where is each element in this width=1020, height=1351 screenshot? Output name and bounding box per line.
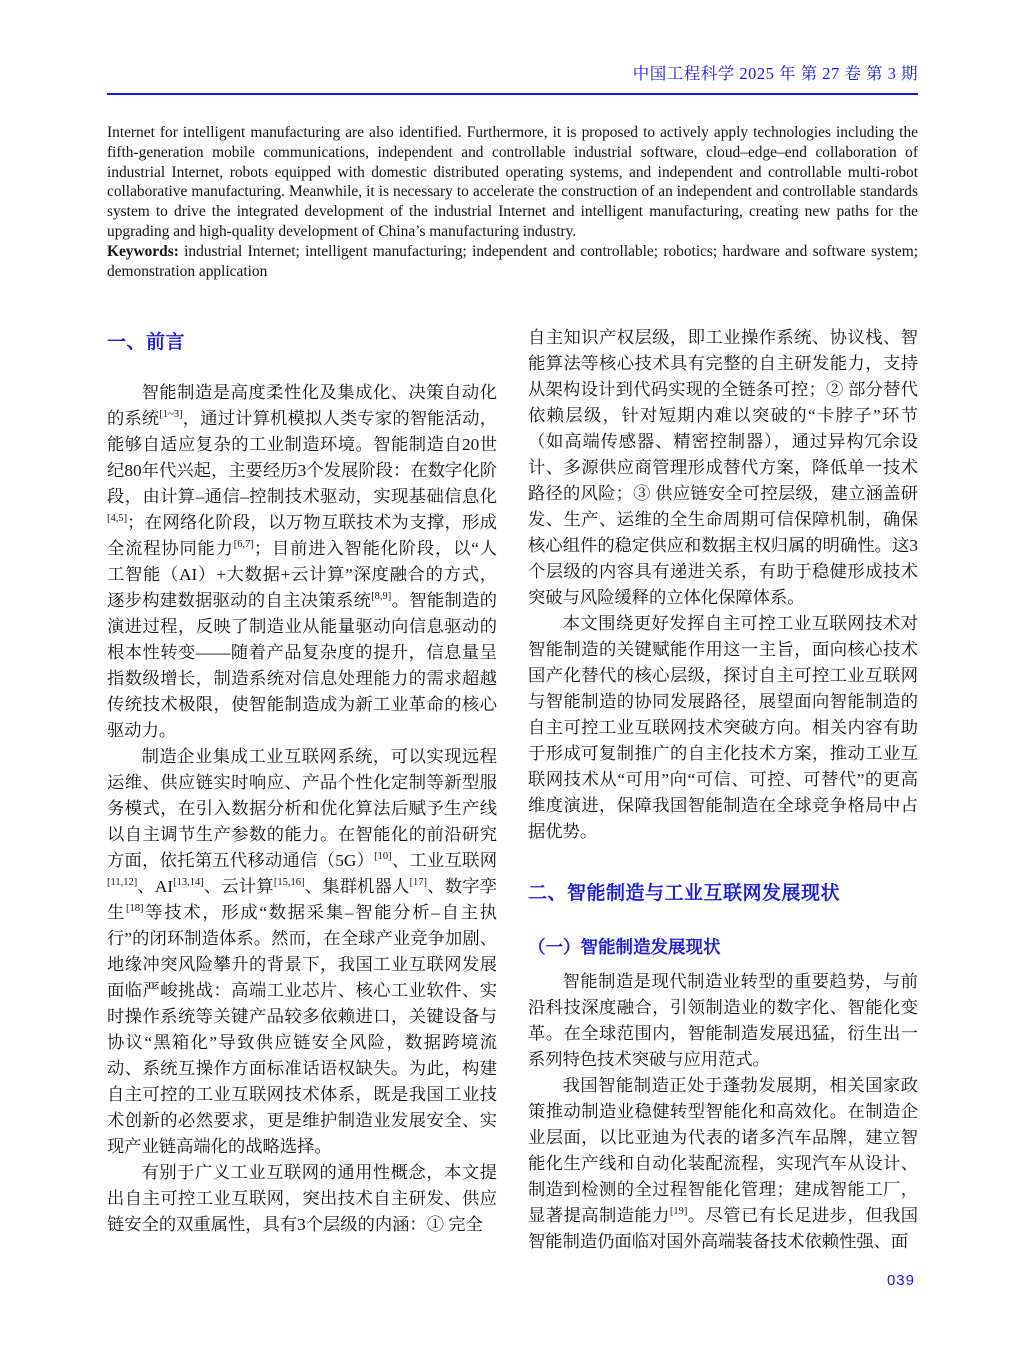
- section-1-right-paragraphs: [528, 325, 918, 845]
- paragraph-text: 本文围绕更好发挥自主可控工业互联网技术对智能制造的关键赋能作用这一主旨，面向核心技术国产化替代的核心层级，探讨自主可控工业互联网与智能制造的协同发展路径，展望面向智能制造的自主可控工业互联网技术突破方向。相关内容有助于形成可复制推广的自主化技术方案，推动工业互联网技术从“可用”向“可信、可控、可替代”的更高维度演进，保障我国智能制造在全球竞争格局中占据优势。: [528, 614, 918, 842]
- paragraph-text: 制造企业集成工业互联网系统，可以实现远程运维、供应链实时响应、产品个性化定制等新型服务模式，在引入数据分析和优化算法后赋予生产线以自主调节生产参数的能力。在智能化的前沿研究方面，依托第五代移动通信（5G）: [107, 747, 497, 871]
- right-column: [528, 325, 918, 1255]
- paragraph-text: ，通过计算机模拟人类专家的智能活动，能够自适应复杂的工业制造环境。智能制造自20世纪80年代兴起，主要经历3个发展阶段：在数字化阶段，由计算–通信–控制技术驱动，实现基础信息化: [107, 409, 497, 507]
- paragraph-text: 、云计算: [203, 877, 274, 897]
- body-paragraph: [528, 1073, 918, 1255]
- reference-superscript: [19]: [669, 1206, 688, 1218]
- keywords-text: industrial Internet; intelligent manufacturing; independent and controllable; robotics; hardware and software system; demonstration application: [107, 242, 918, 280]
- paragraph-text: 我国智能制造正处于蓬勃发展期，相关国家政策推动制造业稳健转型智能化和高效化。在制造企业层面，以比亚迪为代表的诸多汽车品牌，建立智能化生产线和自动化装配流程，实现汽车从设计、制造到检测的全过程智能化管理；建成智能工厂，显著提高制造能力: [528, 1076, 918, 1226]
- section-1-left-paragraphs: [107, 380, 497, 1238]
- body-paragraph: [107, 744, 497, 1160]
- paragraph-text: 。尽管已有长足进步，但我国智能制造仍面临对国外高端装备技术依赖性强、面: [528, 1206, 918, 1252]
- paragraph-text: 有别于广义工业互联网的通用性概念，本文提出自主可控工业互联网，突出技术自主研发、供应链安全的双重属性，具有3个层级的内涵：① 完全: [107, 1163, 497, 1235]
- left-column: [107, 325, 497, 1255]
- paragraph-text: 自主知识产权层级，即工业操作系统、协议栈、智能算法等核心技术具有完整的自主研发能力，支持从架构设计到代码实现的全链条可控；② 部分替代依赖层级，针对短期内难以突破的“卡脖子”环节（如高端传感器、精密控制器），通过异构冗余设计、多源供应商管理形成替代方案，降低单一技术路径的风险；③ 供应链安全可控层级，建立涵盖研发、生产、运维的全生命周期可信保障机制，确保核心组件的稳定供应和数据主权归属的明确性。这3个层级的内容具有递进关系，有助于稳健形成技术突破与风险缓释的立体化保障体系。: [528, 328, 918, 608]
- reference-superscript: [4,5]: [107, 513, 128, 525]
- body-paragraph: [528, 969, 918, 1073]
- reference-superscript: [11,12]: [107, 877, 138, 889]
- paragraph-text: 、集群机器人: [304, 877, 410, 897]
- section-2-1-subheading: （一）智能制造发展现状: [528, 937, 721, 958]
- reference-superscript: [13,14]: [173, 877, 204, 889]
- body-paragraph: [107, 380, 497, 744]
- paragraph-text: 、数字孪生: [107, 877, 497, 923]
- section-2-heading: 二、智能制造与工业互联网发展现状: [528, 883, 841, 905]
- abstract-english: [107, 123, 918, 281]
- paragraph-text: 、AI: [137, 877, 174, 897]
- two-column-body: [107, 325, 918, 1255]
- body-paragraph: [528, 325, 918, 611]
- page-number: 039: [886, 1272, 915, 1289]
- section-1-heading: 一、前言: [107, 332, 186, 354]
- journal-header: 中国工程科学 2025 年 第 27 卷 第 3 期: [107, 60, 918, 95]
- paragraph-text: ；在网络化阶段，以万物互联技术为支撑，形成全流程协同能力: [107, 513, 497, 559]
- paragraph-text: ；目前进入智能化阶段，以“人工智能（AI）+大数据+云计算”深度融合的方式，逐步构建数据驱动的自主决策系统: [107, 539, 497, 611]
- reference-superscript: [18]: [126, 903, 144, 915]
- paragraph-text: 智能制造是高度柔性化及集成化、决策自动化的系统: [107, 383, 497, 429]
- section-2-paragraphs: [528, 969, 918, 1255]
- reference-superscript: [8,9]: [371, 591, 392, 603]
- paragraph-text: 、工业互联网: [391, 851, 497, 871]
- keywords-label: Keywords:: [107, 242, 179, 260]
- reference-superscript: [15,16]: [273, 877, 305, 889]
- keywords-line: [107, 242, 918, 282]
- paragraph-text: 。智能制造的演进过程，反映了制造业从能量驱动向信息驱动的根本性转变——随着产品复杂度的提升，信息量呈指数级增长，制造系统对信息处理能力的需求超越传统技术极限，使智能制造成为新工业革命的核心驱动力。: [107, 591, 497, 741]
- reference-superscript: [6,7]: [233, 539, 254, 551]
- paragraph-text: 等技术，形成“数据采集–智能分析–自主执行”的闭环制造体系。然而，在全球产业竞争加剧、地缘冲突风险攀升的背景下，我国工业互联网发展面临严峻挑战：高端工业芯片、核心工业软件、实时操作系统等关键产品较多依赖进口，关键设备与协议“黑箱化”导致供应链安全风险，数据跨境流动、系统互操作方面标准话语权缺失。为此，构建自主可控的工业互联网技术体系，既是我国工业技术创新的必然要求，更是维护制造业发展安全、实现产业链高端化的战略选择。: [107, 903, 497, 1157]
- body-paragraph: [107, 1160, 497, 1238]
- reference-superscript: [17]: [409, 877, 428, 889]
- paragraph-text: 智能制造是现代制造业转型的重要趋势，与前沿科技深度融合，引领制造业的数字化、智能化变革。在全球范围内，智能制造发展迅猛，衍生出一系列特色技术突破与应用范式。: [528, 972, 918, 1070]
- reference-superscript: [1~3]: [159, 409, 183, 421]
- reference-superscript: [10]: [374, 851, 392, 863]
- body-paragraph: [528, 611, 918, 845]
- abstract-text: Internet for intelligent manufacturing are also identified. Furthermore, it is proposed to actively apply technologies including the fifth-generation mobile communications, independent and controllable industrial software, cloud–edge–end collaboration of industrial Internet, robots equipped with domestic distributed operating systems, and independent and controllable multi-robot collaborative manufacturing. Meanwhile, it is necessary to accelerate the construction of an independent and controllable standards system to drive the integrated development of the industrial Internet and intelligent manufacturing, creating new paths for the upgrading and high-quality development of China’s manufacturing industry.: [107, 124, 918, 240]
